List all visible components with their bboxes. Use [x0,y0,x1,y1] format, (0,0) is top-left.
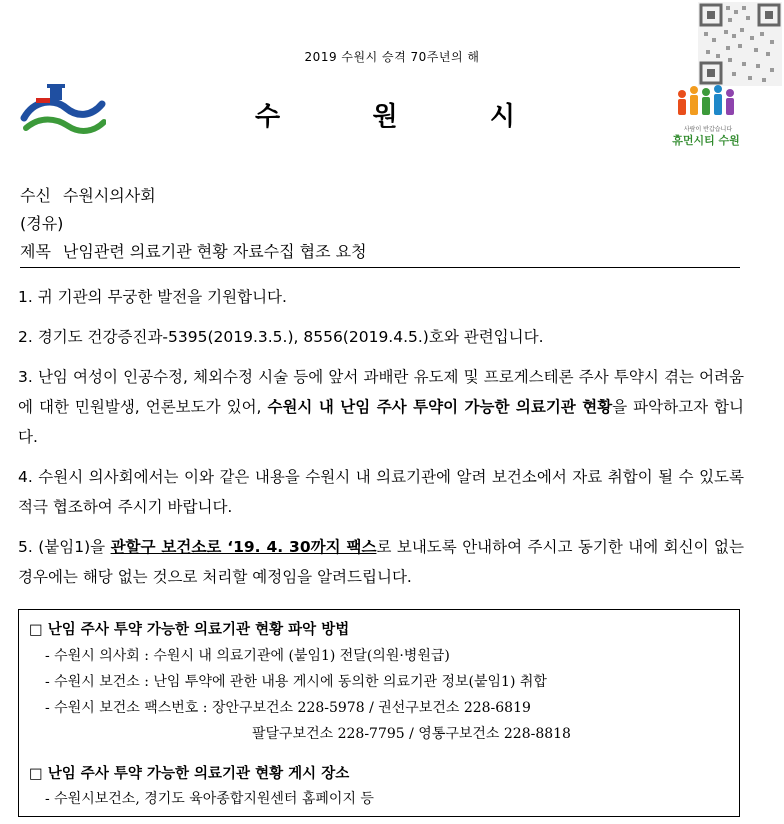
subject-line [20,238,367,266]
logo-brand-text: 휴먼시티 수원 [672,134,740,147]
org-title-char: 수 [255,102,281,132]
qr-code-icon [698,2,782,86]
logo-tagline: 사람이 반갑습니다 [683,126,733,133]
paragraph-5-emphasis: 관할구 보건소로 ‘19. 4. 30까지 팩스 [110,538,377,556]
slogan: 2019 수원시 승격 70주년의 해 [304,50,480,64]
via-line: (경유) [20,214,64,233]
subject-label: 제목 [20,242,51,261]
human-city-logo [668,80,744,150]
org-title-char: 시 [489,102,515,132]
recipient-value: 수원시의사회 [62,186,156,205]
suwon-emblem-icon [20,82,106,140]
paragraph-5-text: 5. (붙임1)을 [18,538,111,556]
paragraph-2: 2. 경기도 건강증진과-5395(2019.3.5.), 8556(2019.4.5.)호와 관련입니다. [18,328,544,346]
org-title-char: 원 [372,102,398,132]
list-item: - 수원시 의사회 : 수원시 내 의료기관에 (붙임1) 전달(의원·병원급) [45,648,450,664]
paragraph-1: 1. 귀 기관의 무궁한 발전을 기원합니다. [18,288,287,306]
paragraph-3-text-end: 을 파악하고자 합니다. [18,398,744,446]
paragraph-3-text: 3. 난임 여성이 인공수정, 체외수정 시술 등에 앞서 과배란 유도제 및 프로게스테론 주사 투약시 겪는 어려움에 대한 민원발생, 언론보도가 있어, [18,368,744,416]
divider [20,267,740,268]
paragraph-5 [18,532,744,592]
summary-box [18,609,740,817]
address-block [20,182,367,266]
list-item: - 수원시 보건소 팩스번호 : 장안구보건소 228-5978 / 권선구보건소 228-6819 [45,700,531,716]
document-body [18,282,744,602]
paragraph-3 [18,362,744,452]
list-item: - 수원시 보건소 : 난임 투약에 관한 내용 게시에 동의한 의료기관 정보(붙임1) 취합 [45,674,547,690]
recipient-line [20,182,367,210]
list-item: - 수원시보건소, 경기도 육아종합지원센터 홈페이지 등 [45,791,374,807]
org-title [255,96,515,133]
paragraph-5-text-end: 로 보내도록 안내하여 주시고 동기한 내에 회신이 없는 경우에는 해당 없는 것으로 처리할 예정임을 알려드립니다. [18,538,744,586]
section-title: □ 난임 주사 투약 가능한 의료기관 현황 게시 장소 [29,765,350,782]
paragraph-3-emphasis: 수원시 내 난임 주사 투약이 가능한 의료기관 현황 [267,398,613,416]
paragraph-4: 4. 수원시 의사회에서는 이와 같은 내용을 수원시 내 의료기관에 알려 보건소에서 자료 취합이 될 수 있도록 적극 협조하여 주시기 바랍니다. [18,468,744,516]
section-title: □ 난임 주사 투약 가능한 의료기관 현황 파악 방법 [29,621,350,638]
list-item-continuation: 팔달구보건소 228-7795 / 영통구보건소 228-8818 [252,726,571,742]
recipient-label: 수신 [20,186,51,205]
subject-value: 난임관련 의료기관 현황 자료수집 협조 요청 [62,242,367,261]
people-figures-icon [668,80,744,124]
